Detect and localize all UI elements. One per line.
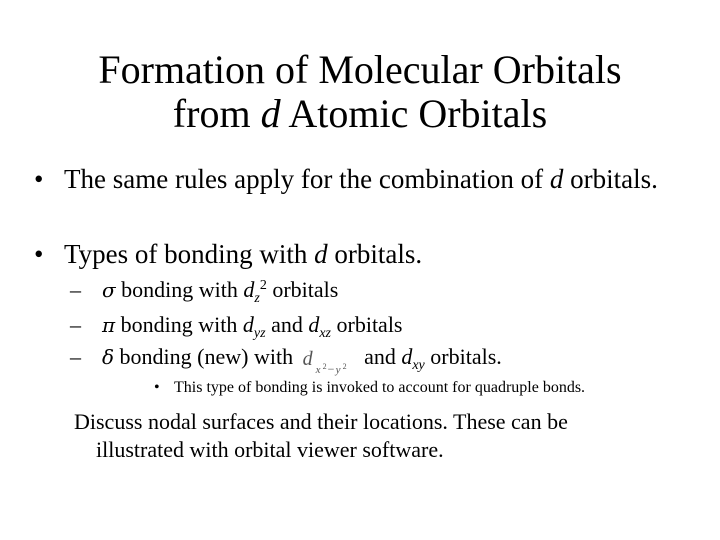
text-pre: bonding with (115, 312, 243, 337)
text-pre: bonding with (115, 277, 244, 302)
text-post: orbitals (266, 277, 339, 302)
subscript: z (254, 291, 260, 306)
subscript: yz (253, 326, 266, 341)
d-letter: d (401, 344, 413, 369)
bullet-text-post: orbitals. (327, 239, 423, 269)
slide-title (40, 48, 680, 136)
discuss-line-1: Discuss nodal surfaces and their locations. These can be (74, 409, 568, 434)
note-text: This type of bonding is invoked to account for quadruple bonds. (174, 379, 586, 396)
bullet-text-pre: The same rules apply for the combination of (64, 164, 550, 194)
bullet-text-italic: d (314, 239, 328, 269)
subscript: xz (319, 326, 331, 341)
d-letter: d (242, 312, 254, 337)
formula-d: d (302, 348, 313, 370)
discuss-paragraph (74, 408, 674, 464)
bullet-text (64, 163, 664, 195)
title-line-1: Formation of Molecular Orbitals (98, 47, 622, 92)
bullet-text-italic: d (549, 164, 564, 194)
text-mid: and (265, 312, 309, 337)
formula-minus: − (327, 362, 335, 376)
subscript: xy (412, 358, 425, 373)
bullet-marker: • (34, 239, 44, 269)
discuss-line-2: illustrated with orbital viewer software. (96, 437, 444, 462)
text-post: orbitals (331, 312, 403, 337)
formula-y-exp: 2 (342, 362, 347, 371)
pi-symbol: π (102, 313, 116, 337)
d-x2-y2-formula (299, 344, 359, 376)
delta-symbol: δ (102, 345, 115, 369)
text-post: orbitals. (424, 344, 502, 369)
title-line-2-pre: from (172, 91, 261, 136)
bullet-text (64, 238, 422, 270)
formula-y: y (335, 364, 341, 376)
dash-marker: – (70, 344, 81, 369)
sub-bullet-text (102, 277, 338, 307)
title-line-2 (40, 92, 680, 136)
text-pre: bonding (new) with (114, 344, 299, 369)
d-letter: d (308, 312, 320, 337)
title-line-2-italic: d (260, 91, 281, 136)
d-letter: d (243, 277, 255, 302)
bullet-marker: • (34, 164, 44, 194)
sigma-symbol: σ (102, 278, 116, 302)
formula-x: x (315, 364, 321, 376)
dash-marker: – (70, 312, 81, 337)
superscript: 2 (259, 278, 267, 293)
sub-bullet-text (102, 344, 502, 374)
bullet-text-pre: Types of bonding with (64, 239, 315, 269)
sub-bullet-text (102, 312, 403, 342)
note-marker: • (154, 379, 160, 396)
bullet-text-post: orbitals. (563, 164, 658, 194)
formula-x-exp: 2 (322, 362, 327, 371)
dash-marker: – (70, 277, 81, 302)
text-mid: and (358, 344, 402, 369)
title-line-2-post: Atomic Orbitals (280, 91, 548, 136)
